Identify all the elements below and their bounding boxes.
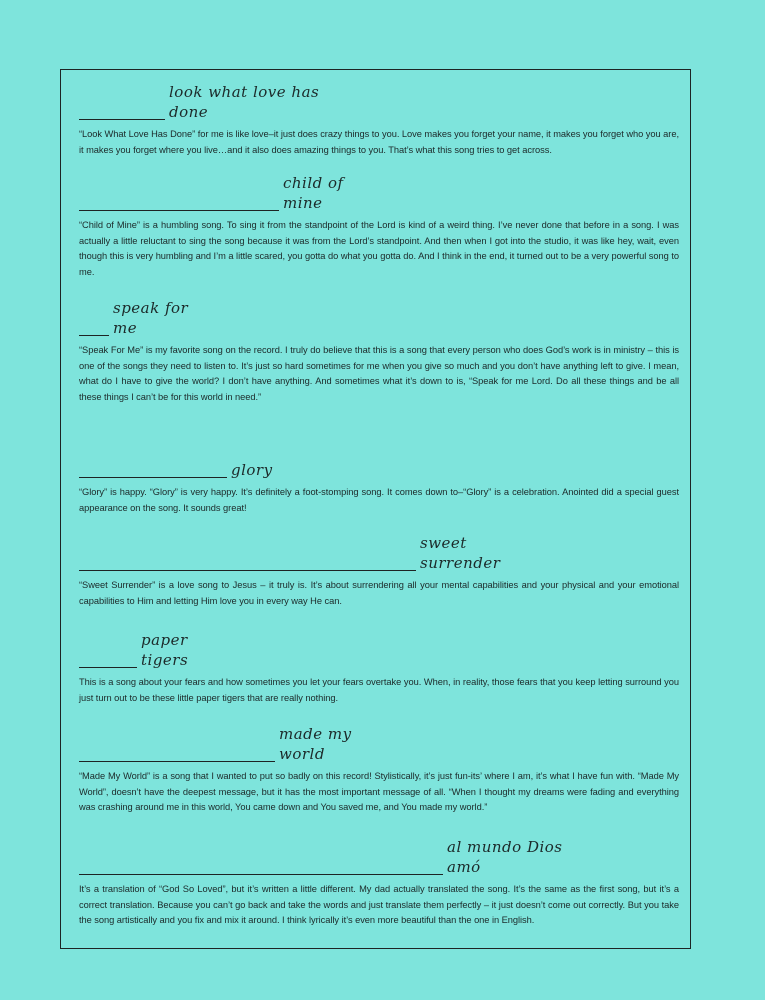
section-title: paper tigers [137,630,232,670]
title-rule [79,174,386,212]
section-al-mundo-dios-amo [79,838,679,929]
section-body: “Made My World” is a song that I wanted to put so badly on this record! Stylistically, it’s just fun-its’ where I am, it’s what I have fun with. “Made My World”, doesn’t have the deepest message, but it has the most important message of all. “When I thought my dreams were fading and everything was crashing around me in this world, You came down and You saved me, and You made my world.” [79,771,679,812]
section-sweet-surrender [79,534,679,609]
section-glory [79,453,679,516]
section-title: al mundo Dios amó [443,837,603,877]
title-rule [79,83,347,121]
section-body: “Speak For Me” is my favorite song on the record. I truly do believe that this is a song that every person who does God’s work is in ministry – this is one of the songs they need to listen to. It’s just so hard sometimes for me when you give so much and you don’t have anything left to give. I mean, what do I have to give the world? I don’t have anything. And sometimes what it’s down to is, “Speak for me Lord. Do all these things and be all these things I can’t be for this world in need.” [79,345,679,402]
section-title: speak for me [109,298,211,338]
title-rule [79,534,536,572]
section-child-of-mine [79,174,679,280]
section-look-what-love-has-done [79,83,679,158]
section-title: made my world [275,724,396,764]
section-body: “Look What Love Has Done” for me is like love–it just does crazy things to you. Love makes you forget your name, it makes you forget who you are, it makes you forget where you live…and it also does amazing things to you. That’s what this song tries to get across. [79,129,679,155]
section-body: This is a song about your fears and how sometimes you let your fears overtake you. When, in reality, those fears that you keep letting surround you just turn out to be these little paper tigers that are really nothing. [79,677,679,703]
title-rule [79,725,396,763]
section-made-my-world [79,725,679,816]
section-title: glory [227,460,277,480]
section-title: child of mine [279,173,386,213]
section-title: look what love has done [165,82,347,122]
section-body: “Glory” is happy. “Glory” is very happy. It’s definitely a foot-stomping song. It comes down to–“Glory” is a celebration. Anointed did a special guest appearance on the song. It sounds great! [79,487,679,513]
title-rule [79,838,603,876]
section-paper-tigers [79,631,679,706]
title-rule [79,299,211,337]
section-title: sweet surrender [416,533,536,573]
section-body: “Child of Mine” is a humbling song. To sing it from the standpoint of the Lord is kind of a weird thing. I’ve never done that before in a song. I was actually a little reluctant to sing the song because it was from the Lord’s standpoint. And then when I got into the studio, it was like hey, wait, even though this is very humbling and I’m a little scared, you gotta do what you gotta do. And I think in the end, it turned out to be a very powerful song to me. [79,220,679,277]
title-rule [79,631,232,669]
section-body: It’s a translation of “God So Loved”, but it’s written a little different. My dad actually translated the song. It’s the same as the first song, but it’s a correct translation. Because you can’t go back and take the words and just translate them perfectly – it just doesn’t come out correctly. But you take the song artistically and you fix and mix it around. I think lyrically it’s even more beautiful than the one in English. [79,884,679,925]
section-body: “Sweet Surrender” is a love song to Jesus – it truly is. It’s about surrendering all your mental capabilities and your physical and your emotional capabilities to Him and letting Him love you in every way He can. [79,580,679,606]
page-frame [60,69,691,949]
section-speak-for-me [79,299,679,405]
title-rule [79,453,272,478]
